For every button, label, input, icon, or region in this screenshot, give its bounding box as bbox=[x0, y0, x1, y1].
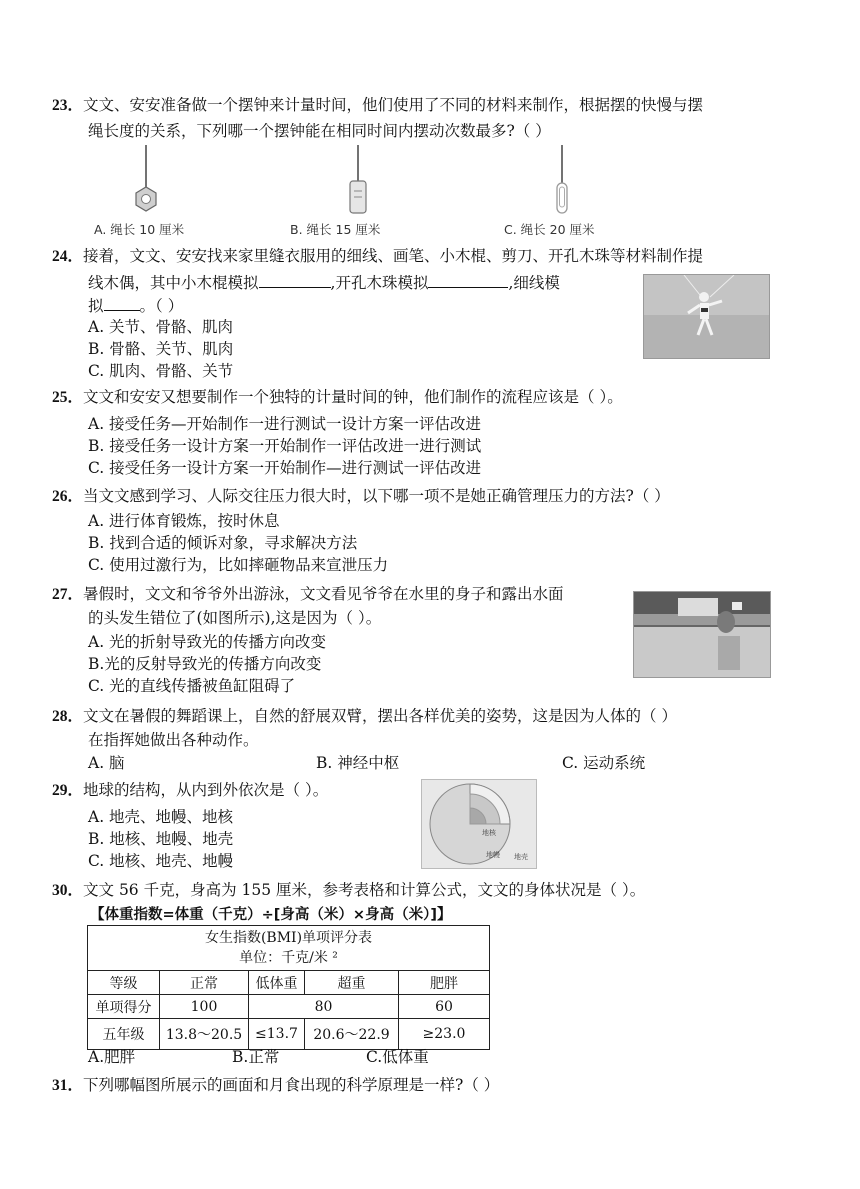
score-normal: 100 bbox=[160, 995, 249, 1019]
q28-option-b: B. 神经中枢 bbox=[316, 754, 400, 772]
bmi-table-title: 女生指数(BMI)单项评分表 bbox=[204, 930, 373, 946]
header-cell-overweight: 超重 bbox=[305, 971, 399, 995]
q23-option-c: C. 绳长 20 厘米 bbox=[504, 222, 595, 237]
bmi-table bbox=[87, 925, 490, 1050]
q27-option-b: B.光的反射导致光的传播方向改变 bbox=[88, 655, 322, 673]
q28-option-c: C. 运动系统 bbox=[562, 754, 646, 772]
bmi-table-header bbox=[88, 926, 490, 971]
q23-text-1: 文文、安安准备做一个摆钟来计量时间，他们使用了不同的材料来制作，根据摆的快慢与摆 bbox=[83, 96, 704, 114]
earth-structure-figure bbox=[421, 779, 537, 869]
table-row bbox=[88, 971, 490, 995]
q23-option-a: A. 绳长 10 厘米 bbox=[94, 222, 185, 237]
q30-number: 30． bbox=[52, 882, 84, 899]
q30-option-a: A.肥胖 bbox=[88, 1048, 136, 1066]
q31-line bbox=[52, 1074, 499, 1097]
q25-option-a: A. 接受任务—开始制作一进行测试一设计方案一评估改进 bbox=[88, 415, 482, 433]
q30-option-b: B.正常 bbox=[232, 1048, 280, 1066]
table-row bbox=[88, 995, 490, 1019]
q28-number: 28． bbox=[52, 708, 84, 725]
q24-blank-1[interactable] bbox=[259, 271, 331, 288]
header-cell-grade: 等级 bbox=[88, 971, 160, 995]
q30-option-c: C.低体重 bbox=[366, 1048, 429, 1066]
score-under-over: 80 bbox=[249, 995, 399, 1019]
q24-text-2c: ,细线模 bbox=[508, 274, 560, 292]
earth-mantle-label: 地幔 bbox=[486, 851, 500, 859]
q30-line bbox=[52, 879, 645, 902]
grade-underweight-range: ≤13.7 bbox=[249, 1019, 305, 1050]
header-cell-normal: 正常 bbox=[160, 971, 249, 995]
q29-option-c: C. 地核、地壳、地幔 bbox=[88, 852, 234, 870]
q24-option-b: B. 骨骼、关节、肌肉 bbox=[88, 340, 234, 358]
q29-line bbox=[52, 779, 328, 802]
q28-line1 bbox=[52, 705, 677, 728]
q23-text-2: 绳长度的关系，下列哪一个摆钟能在相同时间内摆动次数最多?（ ） bbox=[88, 122, 551, 140]
q29-option-a: A. 地壳、地幔、地核 bbox=[88, 808, 234, 826]
q23-line1 bbox=[52, 94, 703, 117]
q28-text-1: 文文在暑假的舞蹈课上，自然的舒展双臂，摆出各样优美的姿势，这是因为人体的（ ） bbox=[83, 707, 677, 725]
q30-text: 文文 56 千克，身高为 155 厘米，参考表格和计算公式，文文的身体状况是（ ）。 bbox=[83, 881, 646, 899]
puppet-photo bbox=[643, 274, 770, 359]
q25-line bbox=[52, 386, 623, 409]
q29-text: 地球的结构，从内到外依次是（ ）。 bbox=[83, 781, 329, 799]
q26-option-a: A. 进行体育锻炼，按时休息 bbox=[88, 512, 280, 530]
header-cell-underweight: 低体重 bbox=[249, 971, 305, 995]
table-row bbox=[88, 1019, 490, 1050]
header-cell-obese: 肥胖 bbox=[399, 971, 490, 995]
q24-text-1: 接着，文文、安安找来家里缝衣服用的细线、画笔、小木棍、剪刀、开孔木珠等材料制作提 bbox=[83, 247, 704, 265]
q28-option-a: A. 脑 bbox=[88, 754, 125, 772]
q29-number: 29． bbox=[52, 782, 84, 799]
q29-option-b: B. 地核、地幔、地壳 bbox=[88, 830, 234, 848]
score-row-label: 单项得分 bbox=[88, 995, 160, 1019]
q24-text-2b: ,开孔木珠模拟 bbox=[330, 274, 429, 292]
q27-text-1: 暑假时，文文和爷爷外出游泳，文文看见爷爷在水里的身子和露出水面 bbox=[83, 585, 564, 603]
q23-number: 23． bbox=[52, 97, 84, 114]
hex-nut-icon bbox=[136, 145, 156, 211]
q24-blank-3[interactable] bbox=[104, 294, 140, 311]
paperclip-icon bbox=[557, 145, 567, 213]
q24-line3 bbox=[88, 294, 183, 317]
bmi-table-unit: 单位：千克/米 ² bbox=[239, 950, 338, 966]
q24-number: 24． bbox=[52, 248, 84, 265]
q24-option-c: C. 肌肉、骨骼、关节 bbox=[88, 362, 234, 380]
q24-line2 bbox=[88, 271, 560, 294]
q26-option-b: B. 找到合适的倾诉对象，寻求解决方法 bbox=[88, 534, 358, 552]
q24-text-2a: 线木偶，其中小木棍模拟 bbox=[88, 274, 259, 292]
grade-normal-range: 13.8～20.5 bbox=[160, 1019, 249, 1050]
grade-row-label: 五年级 bbox=[88, 1019, 160, 1050]
swimming-photo bbox=[633, 591, 771, 678]
q31-number: 31． bbox=[52, 1077, 84, 1094]
q24-option-a: A. 关节、骨骼、肌肉 bbox=[88, 318, 234, 336]
q27-line1 bbox=[52, 583, 564, 606]
q27-option-a: A. 光的折射导致光的传播方向改变 bbox=[88, 633, 327, 651]
q24-blank-2[interactable] bbox=[428, 271, 508, 288]
q25-option-c: C. 接受任务一设计方案一开始制作—进行测试一评估改进 bbox=[88, 459, 482, 477]
q25-text: 文文和安安又想要制作一个独特的计量时间的钟，他们制作的流程应该是（ ）。 bbox=[83, 388, 623, 406]
q26-option-c: C. 使用过激行为，比如摔砸物品来宣泄压力 bbox=[88, 556, 389, 574]
q27-text-2: 的头发生错位了(如图所示),这是因为（ ）。 bbox=[88, 609, 382, 627]
q26-number: 26． bbox=[52, 488, 84, 505]
q24-line1 bbox=[52, 245, 703, 268]
q31-text: 下列哪幅图所展示的画面和月食出现的科学原理是一样?（ ） bbox=[83, 1076, 500, 1094]
q24-text-3a: 拟 bbox=[88, 297, 104, 315]
pendulum-figures bbox=[130, 145, 630, 217]
earth-crust-label: 地壳 bbox=[514, 853, 528, 861]
q27-option-c: C. 光的直线传播被鱼缸阻碍了 bbox=[88, 677, 296, 695]
q23-option-b: B. 绳长 15 厘米 bbox=[290, 222, 381, 237]
q25-option-b: B. 接受任务一设计方案一开始制作一评估改进一进行测试 bbox=[88, 437, 482, 455]
cylinder-weight-icon bbox=[350, 145, 366, 213]
q26-text: 当文文感到学习、人际交往压力很大时，以下哪一项不是她正确管理压力的方法?（ ） bbox=[83, 487, 670, 505]
q26-line bbox=[52, 485, 670, 508]
q27-number: 27． bbox=[52, 586, 84, 603]
q24-text-3b: 。（ ） bbox=[139, 297, 184, 315]
earth-core-label: 地核 bbox=[482, 829, 496, 837]
q25-number: 25． bbox=[52, 389, 84, 406]
q28-text-2: 在指挥她做出各种动作。 bbox=[88, 731, 259, 749]
score-obese: 60 bbox=[399, 995, 490, 1019]
bmi-formula: 【体重指数=体重（千克）÷[身高（米）×身高（米）]】 bbox=[90, 907, 452, 923]
grade-overweight-range: 20.6～22.9 bbox=[305, 1019, 399, 1050]
grade-obese-range: ≥23.0 bbox=[399, 1019, 490, 1050]
